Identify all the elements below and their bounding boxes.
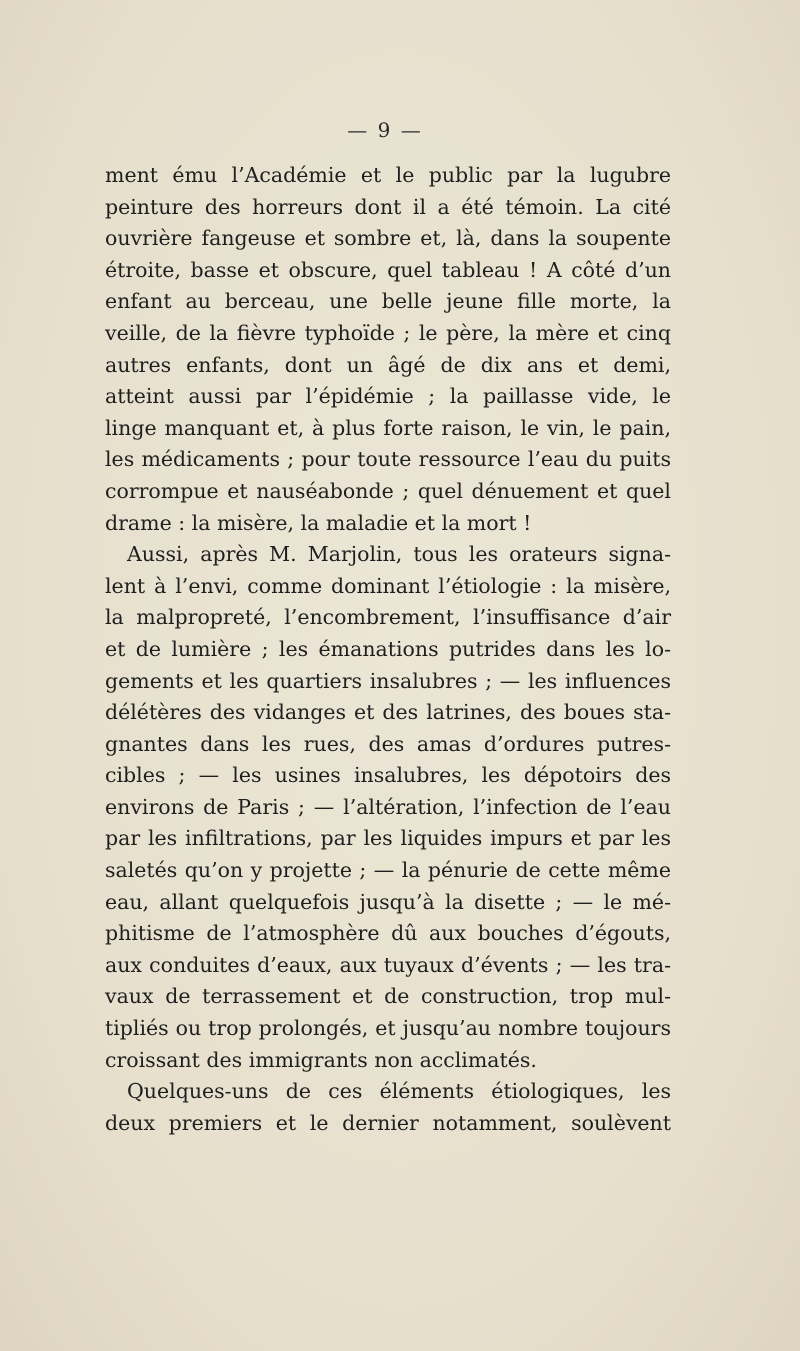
text-line: croissant des immigrants non acclimatés. — [105, 1047, 537, 1072]
page-number: — 9 — — [347, 118, 423, 142]
text-line: les médicaments ; pour toute ressource l’eau du puits — [105, 447, 671, 472]
text-line: environs de Paris ; — l’altération, l’infection de l’eau — [105, 794, 671, 819]
body-text — [105, 160, 671, 1139]
text-line: la malpropreté, l’encombrement, l’insuffisance d’air — [105, 605, 671, 630]
text-line: ment ému l’Académie et le public par la lugubre — [105, 163, 671, 187]
text-line: aux conduites d’eaux, aux tuyaux d’évents ; — les tra- — [105, 952, 671, 977]
text-line: eau, allant quelquefois jusqu’à la disette ; — le mé- — [105, 889, 671, 914]
text-line: gnantes dans les rues, des amas d’ordures putres- — [105, 731, 671, 756]
text-line: ouvrière fangeuse et sombre et, là, dans la soupente — [105, 226, 671, 251]
text-line: tipliés ou trop prolongés, et jusqu’au nombre toujours — [105, 1016, 671, 1041]
text-line: saletés qu’on y projette ; — la pénurie de cette même — [105, 858, 671, 883]
text-line: vaux de terrassement et de construction, trop mul- — [105, 984, 671, 1009]
text-line: deux premiers et le dernier notamment, soulèvent — [105, 1110, 671, 1135]
text-line: phitisme de l’atmosphère dû aux bouches d’égouts, — [105, 921, 671, 946]
text-line: gements et les quartiers insalubres ; — les influences — [105, 668, 671, 693]
text-line: Aussi, après M. Marjolin, tous les orateurs signa- — [127, 542, 671, 567]
text-line: et de lumière ; les émanations putrides dans les lo- — [105, 636, 671, 661]
text-line: drame : la misère, la maladie et la mort ! — [105, 510, 532, 535]
text-line: peinture des horreurs dont il a été témoin. La cité — [105, 194, 671, 219]
text-line: lent à l’envi, comme dominant l’étiologie : la misère, — [105, 573, 671, 598]
text-line: enfant au berceau, une belle jeune fille morte, la — [105, 289, 671, 314]
text-line: étroite, basse et obscure, quel tableau ! A côté d’un — [105, 257, 671, 282]
text-line: corrompue et nauséabonde ; quel dénuement et quel — [105, 478, 671, 503]
text-line: linge manquant et, à plus forte raison, le vin, le pain, — [105, 415, 671, 440]
text-line: par les infiltrations, par les liquides impurs et par les — [105, 826, 671, 851]
text-line: autres enfants, dont un âgé de dix ans et demi, — [105, 352, 671, 377]
text-line: délétères des vidanges et des latrines, des boues sta- — [105, 700, 671, 725]
text-line: cibles ; — les usines insalubres, les dépotoirs des — [105, 763, 671, 788]
text-line: Quelques-uns de ces éléments étiologiques, les — [127, 1079, 671, 1104]
text-line: veille, de la fièvre typhoïde ; le père, la mère et cinq — [105, 320, 671, 345]
text-line: atteint aussi par l’épidémie ; la paillasse vide, le — [105, 384, 671, 409]
